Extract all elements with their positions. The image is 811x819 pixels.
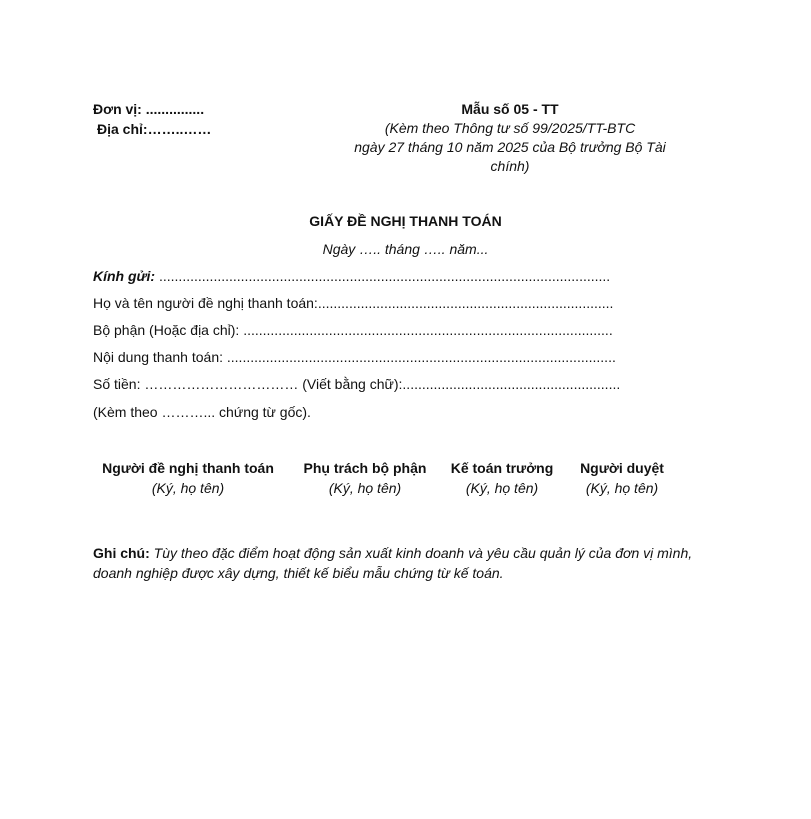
signature-role: Kế toán trưởng bbox=[450, 460, 554, 476]
signature-chief-accountant bbox=[442, 458, 562, 498]
signature-hint: (Ký, họ tên) bbox=[465, 480, 539, 496]
note-text: Tùy theo đặc điểm hoạt động sản xuất kinh doanh và yêu cầu quản lý của đơn vị mình, doanh nghiệp được xây dựng, thiết kế biểu mẫu chứng từ kế toán. bbox=[93, 545, 693, 581]
reference-line-1: (Kèm theo Thông tư số 99/2025/TT-BTC bbox=[384, 120, 636, 136]
signature-approver bbox=[572, 458, 672, 498]
department-field: Bộ phận (Hoặc địa chỉ): ............................................................................................... bbox=[93, 322, 613, 338]
note-label: Ghi chú: bbox=[93, 545, 150, 561]
payment-content-field: Nội dung thanh toán: .................................................................................................... bbox=[93, 349, 616, 365]
signature-role: Người đề nghị thanh toán bbox=[102, 460, 274, 476]
attachments-field: (Kèm theo ………... chứng từ gốc). bbox=[93, 404, 311, 420]
signature-row bbox=[0, 458, 811, 508]
signature-requester bbox=[98, 458, 278, 498]
note bbox=[93, 543, 693, 583]
signature-role: Người duyệt bbox=[580, 460, 664, 476]
signature-department-head bbox=[295, 458, 435, 498]
signature-role: Phụ trách bộ phận bbox=[303, 460, 427, 476]
document-title: GIẤY ĐỀ NGHỊ THANH TOÁN bbox=[309, 213, 502, 229]
unit-line: Đơn vị: ............... bbox=[93, 101, 205, 117]
form-number: Mẫu số 05 - TT bbox=[461, 101, 559, 117]
address-line: Địa chỉ:……..…… bbox=[97, 121, 212, 137]
requester-field: Họ và tên người đề nghị thanh toán:............................................................................ bbox=[93, 295, 614, 311]
recipient-label: Kính gửi: bbox=[93, 268, 156, 284]
amount-field: Số tiền: …………………………… (Viết bằng chữ):........................................................ bbox=[93, 376, 621, 392]
recipient-dots: .................................................................................................................... bbox=[155, 268, 611, 284]
header-left bbox=[93, 99, 293, 139]
reference-line-2: ngày 27 tháng 10 năm 2025 của Bộ trưởng Bộ Tài bbox=[354, 139, 666, 155]
signature-hint: (Ký, họ tên) bbox=[328, 480, 402, 496]
signature-hint: (Ký, họ tên) bbox=[151, 480, 225, 496]
reference-line-3: chính) bbox=[490, 158, 530, 174]
header-right bbox=[340, 99, 680, 176]
date-line: Ngày ….. tháng ….. năm... bbox=[322, 241, 489, 257]
recipient-field bbox=[93, 266, 610, 286]
signature-hint: (Ký, họ tên) bbox=[585, 480, 659, 496]
